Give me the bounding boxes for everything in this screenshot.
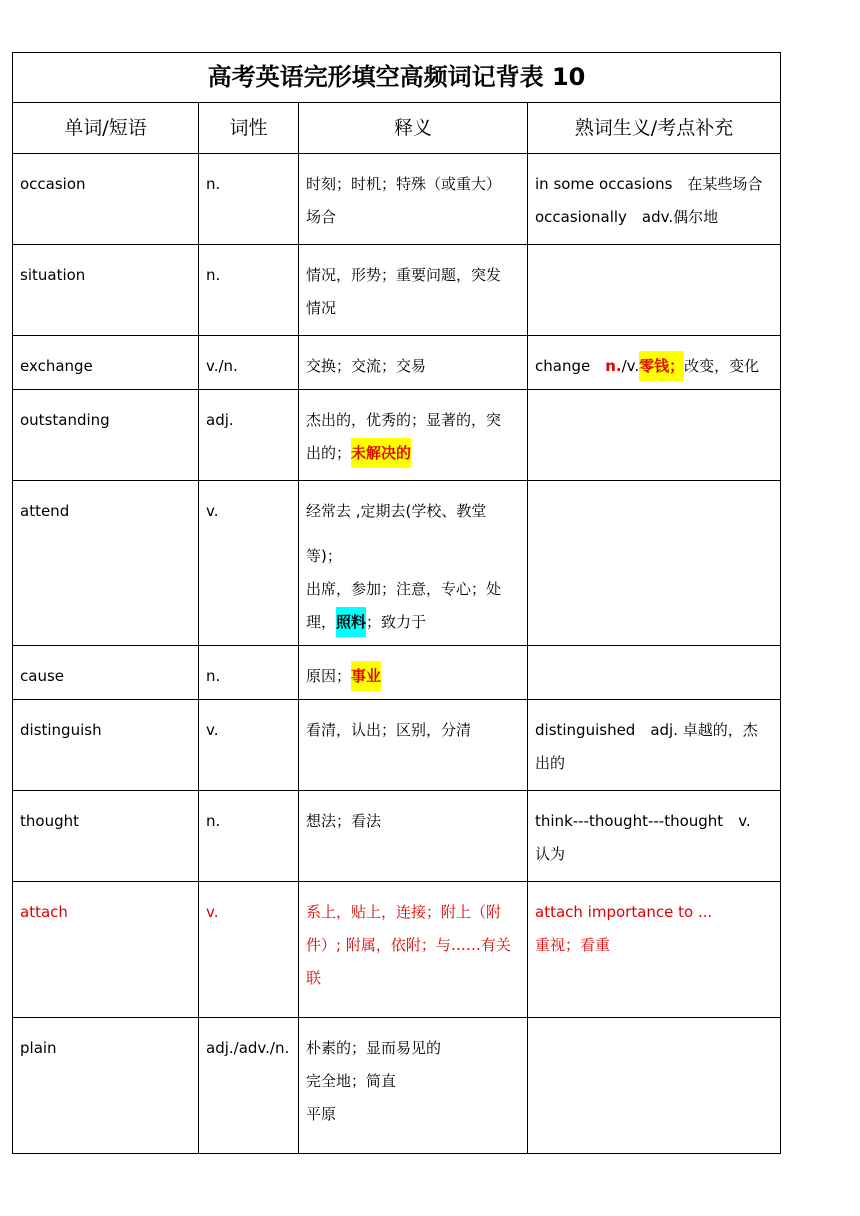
meaning-line: 经常去 ,定期去(学校、教堂等)；	[306, 502, 487, 565]
meaning-line: 系上，贴上，连接；附上（附	[306, 903, 502, 921]
extra-line: distinguished adj. 卓越的，杰	[535, 721, 758, 739]
meaning-line: 情况	[306, 299, 337, 317]
table-row	[13, 154, 781, 245]
meaning-line: 杰出的，优秀的；显著的，突	[306, 411, 502, 429]
meaning-line: 场合	[306, 208, 337, 226]
word-cell: attend	[13, 481, 199, 646]
word-cell: situation	[13, 245, 199, 336]
meaning-line: 时刻；时机；特殊（或重大）	[306, 175, 502, 193]
extra-line: occasionally adv.偶尔地	[535, 208, 719, 226]
header-row	[13, 103, 781, 154]
meaning-text: ；致力于	[366, 613, 427, 631]
meaning-line: 想法；看法	[306, 812, 382, 830]
meaning-line: 平原	[306, 1105, 337, 1123]
word-cell: plain	[13, 1018, 199, 1154]
header-word: 单词/短语	[13, 103, 199, 154]
extra-cell	[528, 646, 781, 700]
word-cell: cause	[13, 646, 199, 700]
meaning-cell	[299, 646, 528, 700]
pos-cell: n.	[199, 791, 299, 882]
meaning-line: 看清，认出；区别，分清	[306, 721, 472, 739]
meaning-cell	[299, 245, 528, 336]
pos-cell: v.	[199, 481, 299, 646]
pos-cell: n.	[199, 245, 299, 336]
extra-cell	[528, 390, 781, 481]
meaning-highlight: 照料	[336, 607, 366, 637]
header-extra: 熟词生义/考点补充	[528, 103, 781, 154]
table-row	[13, 1018, 781, 1154]
meaning-cell	[299, 154, 528, 245]
extra-line: in some occasions 在某些场合	[535, 175, 763, 193]
word-cell: outstanding	[13, 390, 199, 481]
extra-line: attach importance to ...	[535, 903, 713, 921]
extra-cell	[528, 700, 781, 791]
pos-cell: v.	[199, 700, 299, 791]
extra-cell	[528, 154, 781, 245]
meaning-line: 完全地；简直	[306, 1072, 397, 1090]
extra-pos-highlight: n.	[605, 357, 622, 375]
meaning-line: 朴素的；显而易见的	[306, 1039, 442, 1057]
meaning-line: 出席，参加；注意，专心；处	[306, 580, 502, 598]
title-row	[13, 53, 781, 103]
word-cell: thought	[13, 791, 199, 882]
meaning-cell	[299, 1018, 528, 1154]
pos-cell: v./n.	[199, 336, 299, 390]
table-row	[13, 646, 781, 700]
extra-cell	[528, 882, 781, 1018]
table-row	[13, 791, 781, 882]
pos-cell: v.	[199, 882, 299, 1018]
header-meaning: 释义	[299, 103, 528, 154]
table-row	[13, 481, 781, 646]
extra-line: 认为	[535, 845, 566, 863]
pos-cell: n.	[199, 154, 299, 245]
meaning-line: 交换；交流；交易	[306, 357, 427, 375]
extra-line: think---thought---thought v.	[535, 812, 751, 830]
meaning-highlight: 事业	[351, 661, 381, 691]
extra-text: 改变，变化	[684, 357, 760, 375]
word-cell: attach	[13, 882, 199, 1018]
extra-line: 重视；看重	[535, 936, 611, 954]
meaning-text: 出的；	[306, 444, 352, 462]
table-title: 高考英语完形填空高频词记背表 10	[13, 53, 781, 103]
word-cell: exchange	[13, 336, 199, 390]
extra-highlight: 零钱；	[639, 351, 684, 381]
vocab-table	[12, 52, 781, 1154]
extra-line: 出的	[535, 754, 566, 772]
meaning-cell	[299, 791, 528, 882]
meaning-text: 原因；	[306, 667, 352, 685]
meaning-line: 情况，形势；重要问题，突发	[306, 266, 502, 284]
extra-text: change	[535, 357, 606, 375]
word-cell: distinguish	[13, 700, 199, 791]
meaning-cell	[299, 700, 528, 791]
extra-cell	[528, 245, 781, 336]
table-row	[13, 700, 781, 791]
pos-cell: adj.	[199, 390, 299, 481]
extra-text: /v.	[621, 357, 640, 375]
table-row	[13, 882, 781, 1018]
extra-cell	[528, 481, 781, 646]
extra-cell	[528, 1018, 781, 1154]
extra-cell	[528, 791, 781, 882]
meaning-highlight: 未解决的	[351, 438, 411, 468]
word-cell: occasion	[13, 154, 199, 245]
meaning-cell	[299, 481, 528, 646]
pos-cell: n.	[199, 646, 299, 700]
meaning-line: 件）; 附属，依附；与……有关	[306, 936, 511, 954]
meaning-cell	[299, 336, 528, 390]
pos-cell: adj./adv./n.	[199, 1018, 299, 1154]
extra-cell	[528, 336, 781, 390]
meaning-cell	[299, 882, 528, 1018]
table-row	[13, 245, 781, 336]
meaning-cell	[299, 390, 528, 481]
table-row	[13, 390, 781, 481]
header-pos: 词性	[199, 103, 299, 154]
meaning-text: 理，	[306, 613, 337, 631]
meaning-line: 联	[306, 969, 322, 987]
table-row	[13, 336, 781, 390]
